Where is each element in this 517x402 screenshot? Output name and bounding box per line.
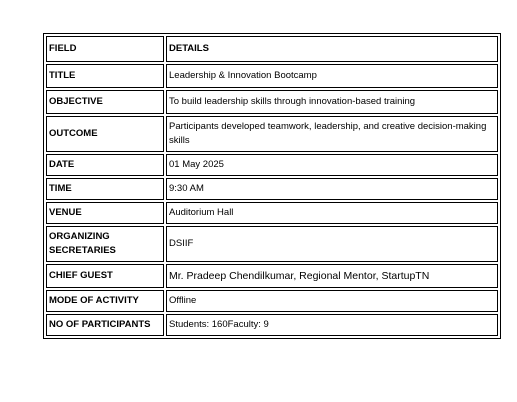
table-row-mode-of-activity [46,290,498,312]
field-value-mode-of-activity: Offline [166,290,498,312]
field-label-title: TITLE [46,64,164,88]
field-value-date: 01 May 2025 [166,154,498,176]
field-value-participants: Students: 160Faculty: 9 [166,314,498,336]
field-label-chief-guest: CHIEF GUEST [46,264,164,288]
field-value-venue: Auditorium Hall [166,202,498,224]
field-value-title: Leadership & Innovation Bootcamp [166,64,498,88]
field-label-mode-of-activity: MODE OF ACTIVITY [46,290,164,312]
field-column-header: FIELD [46,36,164,62]
table-row-participants [46,314,498,336]
field-value-chief-guest: Mr. Pradeep Chendilkumar, Regional Mentor, StartupTN [166,264,498,288]
table-row-chief-guest [46,264,498,288]
field-value-organizing-secretaries: DSIIF [166,226,498,262]
table-row-venue [46,202,498,224]
field-label-participants: NO OF PARTICIPANTS [46,314,164,336]
field-label-venue: VENUE [46,202,164,224]
table-row-objective [46,90,498,114]
details-column-header: DETAILS [166,36,498,62]
table-row-title [46,64,498,88]
field-value-time: 9:30 AM [166,178,498,200]
field-value-objective: To build leadership skills through innovation-based training [166,90,498,114]
field-value-outcome: Participants developed teamwork, leadership, and creative decision-making skills [166,116,498,152]
field-label-objective: OBJECTIVE [46,90,164,114]
table-row-outcome [46,116,498,152]
field-label-time: TIME [46,178,164,200]
field-label-outcome: OUTCOME [46,116,164,152]
table-header-row [46,36,498,62]
field-label-date: DATE [46,154,164,176]
field-label-organizing-secretaries: ORGANIZING SECRETARIES [46,226,164,262]
table-row-time [46,178,498,200]
table-row-organizing-secretaries [46,226,498,262]
table-row-date [46,154,498,176]
event-details-table [43,33,501,339]
